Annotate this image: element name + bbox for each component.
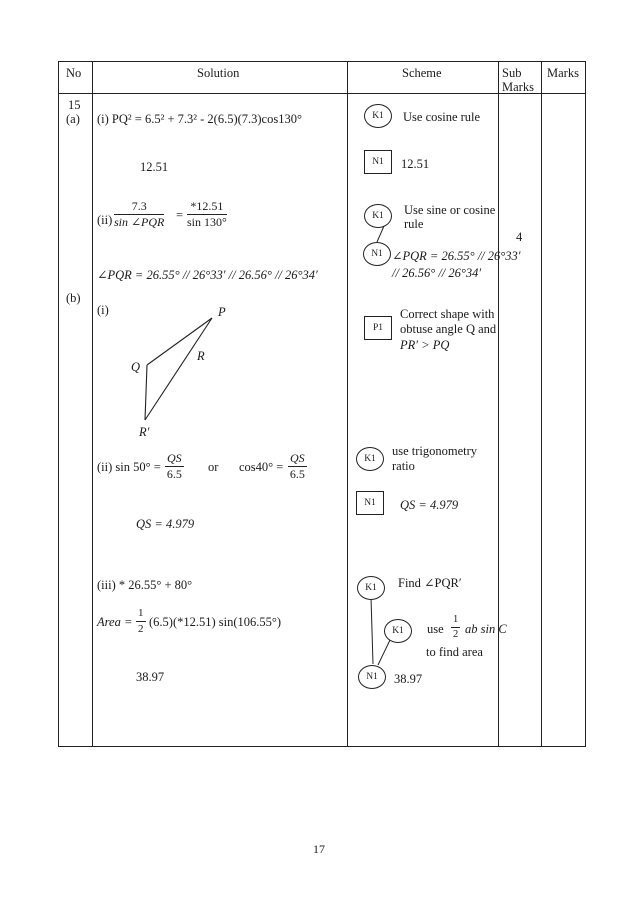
header-scheme: Scheme xyxy=(402,66,442,80)
mark-badge-k1-area: K1 xyxy=(384,619,412,643)
fraction-half-area xyxy=(136,607,146,636)
triangle-side-qrprime xyxy=(145,365,147,420)
fraction-sine-right-num: *12.51 xyxy=(187,200,227,215)
mark-badge-p1-shape: P1 xyxy=(364,316,392,340)
solution-a-ii-eq: = xyxy=(176,208,184,222)
fraction-qs-2-den: 6.5 xyxy=(289,467,305,481)
scheme-p1-text-3: PR′ > PQ xyxy=(400,338,450,352)
solution-b-iii-area-lhs: Area = xyxy=(97,615,133,629)
part-b-label: (b) xyxy=(66,291,81,305)
solution-a-i-result: 12.51 xyxy=(140,160,169,174)
solution-b-iii: (iii) * 26.55° + 80° xyxy=(97,578,193,592)
scheme-n1-angle-text-2: // 26.56° // 26°34′ xyxy=(392,266,482,280)
scheme-k1-cosine-text: Use cosine rule xyxy=(403,110,481,124)
solution-a-ii-label: (ii) xyxy=(97,213,113,227)
solution-b-ii-cos: cos40° = xyxy=(239,460,284,474)
solution-a-ii-result: ∠PQR = 26.55° // 26°33′ // 26.56° // 26°34′ xyxy=(97,268,318,282)
page-number: 17 xyxy=(313,842,325,856)
header-solution: Solution xyxy=(197,66,240,80)
mark-badge-n1-qs: N1 xyxy=(356,491,384,515)
mark-badge-k1-cosine: K1 xyxy=(364,104,392,128)
mark-badge-n1-cosine: N1 xyxy=(364,150,392,174)
fraction-qs-1-den: 6.5 xyxy=(166,467,182,481)
fraction-sine-left-den: sin ∠PQR xyxy=(114,215,165,229)
diagram-label-q: Q xyxy=(131,360,141,374)
scheme-k1-area-formula: ab sin C xyxy=(465,622,507,636)
mark-badge-n1-area: N1 xyxy=(358,665,386,689)
scheme-k1-trig-text-1: use trigonometry xyxy=(392,444,478,458)
scheme-k1-sine-text-1: Use sine or cosine xyxy=(404,203,496,217)
connector-k1-n1-b xyxy=(377,226,384,242)
scheme-n1-area-text: 38.97 xyxy=(394,672,423,686)
scheme-n1-qs-text: QS = 4.979 xyxy=(400,498,459,512)
solution-a-i: (i) PQ² = 6.5² + 7.3² - 2(6.5)(7.3)cos130° xyxy=(97,112,302,126)
scheme-p1-text-1: Correct shape with xyxy=(400,307,495,321)
fraction-qs-1 xyxy=(165,452,184,481)
scheme-n1-cosine-text: 12.51 xyxy=(401,157,430,171)
scheme-k1-find-angle-text: Find ∠PQR′ xyxy=(398,576,462,590)
solution-b-ii-result: QS = 4.979 xyxy=(136,517,195,531)
fraction-half-area-num: 1 xyxy=(136,607,146,622)
fraction-qs-1-num: QS xyxy=(167,451,182,465)
scheme-n1-angle-text-1: ∠PQR = 26.55° // 26°33′ xyxy=(392,249,521,263)
triangle-side-prprime xyxy=(145,318,212,420)
fraction-qs-2-num: QS xyxy=(290,451,305,465)
fraction-half-scheme-num: 1 xyxy=(451,614,460,628)
diagram-label-r: R xyxy=(197,349,205,363)
connector-k1-k1-n1 xyxy=(371,597,373,664)
fraction-half-scheme-den: 2 xyxy=(453,629,459,640)
question-number: 15 xyxy=(68,98,81,112)
diagram-label-r-prime: R′ xyxy=(139,425,150,439)
part-a-label: (a) xyxy=(66,112,80,126)
sub-marks-a: 4 xyxy=(516,230,523,244)
mark-badge-k1-sine: K1 xyxy=(364,204,392,228)
mark-badge-k1-trig: K1 xyxy=(356,447,384,471)
solution-b-ii-label: (ii) sin 50° = xyxy=(97,460,161,474)
fraction-qs-2 xyxy=(288,452,307,481)
solution-b-ii-or: or xyxy=(208,460,219,474)
scheme-k1-trig-text-2: ratio xyxy=(392,459,415,473)
fraction-half-scheme xyxy=(451,614,460,641)
fraction-sine-right-den: sin 130° xyxy=(187,215,227,229)
connector-k1e-n1 xyxy=(378,640,390,665)
scheme-k1-area-use: use xyxy=(427,622,444,636)
header-no: No xyxy=(66,66,82,80)
solution-b-iii-result: 38.97 xyxy=(136,670,165,684)
scheme-k1-sine-text-2: rule xyxy=(404,217,424,231)
solution-b-iii-area-rhs: (6.5)(*12.51) sin(106.55°) xyxy=(149,615,282,629)
scheme-p1-text-2: obtuse angle Q and xyxy=(400,322,497,336)
mark-badge-n1-angle: N1 xyxy=(363,242,391,266)
fraction-half-area-den: 2 xyxy=(138,623,144,635)
mark-badge-k1-find-angle: K1 xyxy=(357,576,385,600)
diagram-label-p: P xyxy=(218,305,226,319)
solution-b-i-label: (i) xyxy=(97,303,109,317)
header-marks: Marks xyxy=(547,66,579,80)
header-sub-marks: Sub Marks xyxy=(502,66,534,94)
fraction-sine-left-num: 7.3 xyxy=(114,200,164,215)
scheme-k1-area-text-2: to find area xyxy=(426,645,483,659)
